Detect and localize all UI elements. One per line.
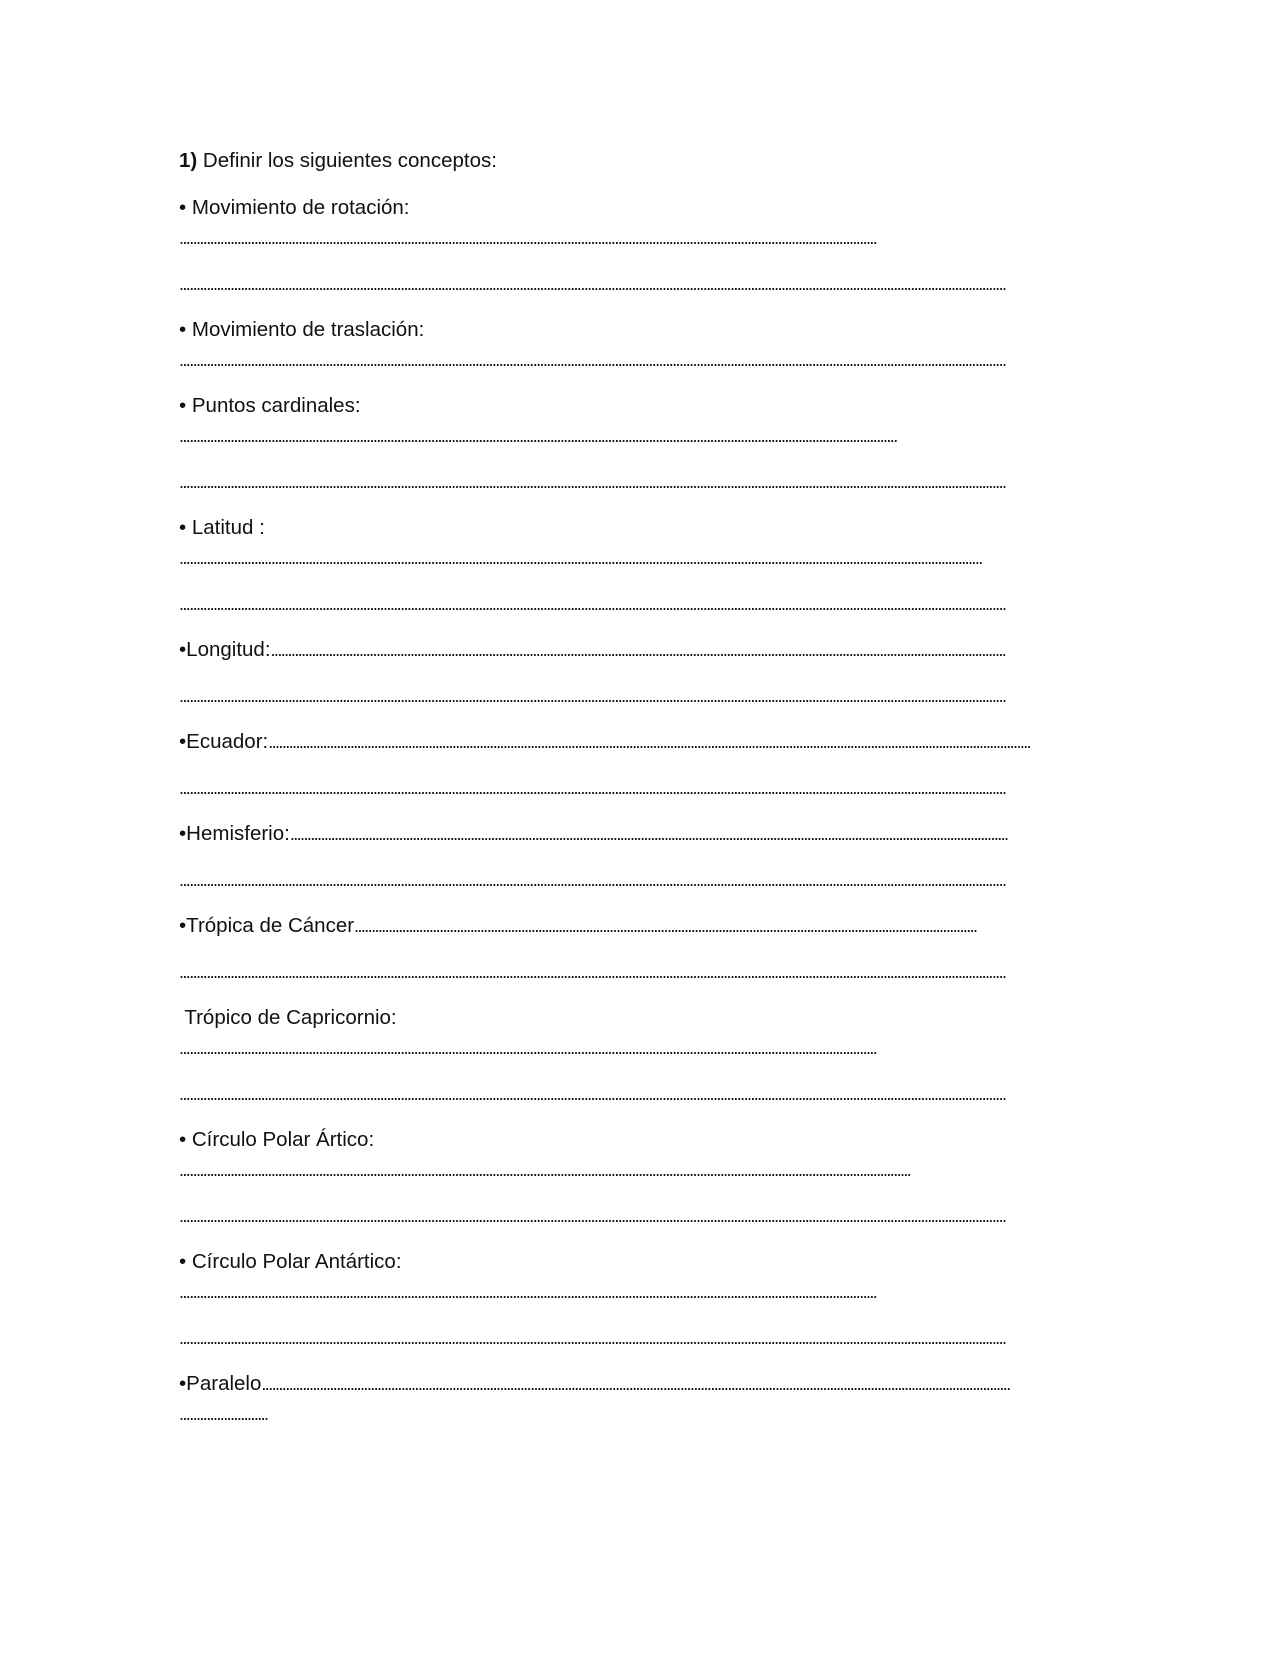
answer-line: ................................................................................................................................................................................................................................................... [179,594,1006,614]
answer-line: ................................................................................................................................................................................................................................................... [179,1328,1006,1348]
concept-label-longitud: •Longitud:........................................................................................................................................................................................................................ [179,638,1006,661]
concept-label-circulo-polar-antartico: • Círculo Polar Antártico: [179,1250,402,1273]
answer-line: ................................................................................................................................................................................................................................................... [179,1084,1006,1104]
answer-line: ............................................................................................................................................................................................................................................ [179,548,982,568]
worksheet-content [179,146,1104,1429]
answer-line: ................................................................................................................................................................................................................................................... [179,686,1006,706]
answer-line: ................................................................................................................................................................................................................................................... [179,870,1006,890]
answer-line: ................................................................................................................................................................................................................................................... [179,274,1006,294]
question-number: 1) [179,149,198,172]
answer-line: ....................................................................................................................................................................................................................... [179,1160,911,1180]
answer-line: ............................................................................................................................................................................................................. [179,1038,877,1058]
concept-label-latitud: • Latitud : [179,516,265,539]
concept-label-tropico-capricornio: Trópico de Capricornio: [179,1006,397,1029]
answer-line: ................................................................................................................................................................................................................................................... [179,472,1006,492]
concept-label-hemisferio: •Hemisferio:................................................................................................................................................................................................................... [179,822,1008,845]
concept-label-puntos-cardinales: • Puntos cardinales: [179,394,361,417]
concept-label-ecuador: •Ecuador:................................................................................................................................................................................................................................ [179,730,1031,753]
concept-label-tropico-cancer: •Trópica de Cáncer....................................................................................................................................................................................... [179,914,977,937]
concept-label-paralelo: •Paralelo............................................................................................................................................................................................................................ [179,1372,1010,1395]
answer-line: ................................................................................................................................................................................................................................................... [179,1206,1006,1226]
concept-label-circulo-polar-artico: • Círculo Polar Ártico: [179,1128,375,1151]
answer-line: ................................................................................................................................................................................................................................................... [179,778,1006,798]
concept-label-rotacion: • Movimiento de rotación: [179,196,410,219]
answer-line: ................................................................................................................................................................................................................... [179,426,897,446]
answer-line: .......................... [179,1404,268,1424]
answer-line: ................................................................................................................................................................................................................................................... [179,962,1006,982]
question-heading [179,146,1104,176]
answer-line: ............................................................................................................................................................................................................. [179,1282,877,1302]
concept-label-traslacion: • Movimiento de traslación: [179,318,425,341]
answer-line: ............................................................................................................................................................................................................. [179,228,877,248]
answer-line: ................................................................................................................................................................................................................................................... [179,350,1006,370]
question-text: Definir los siguientes conceptos: [197,149,497,172]
